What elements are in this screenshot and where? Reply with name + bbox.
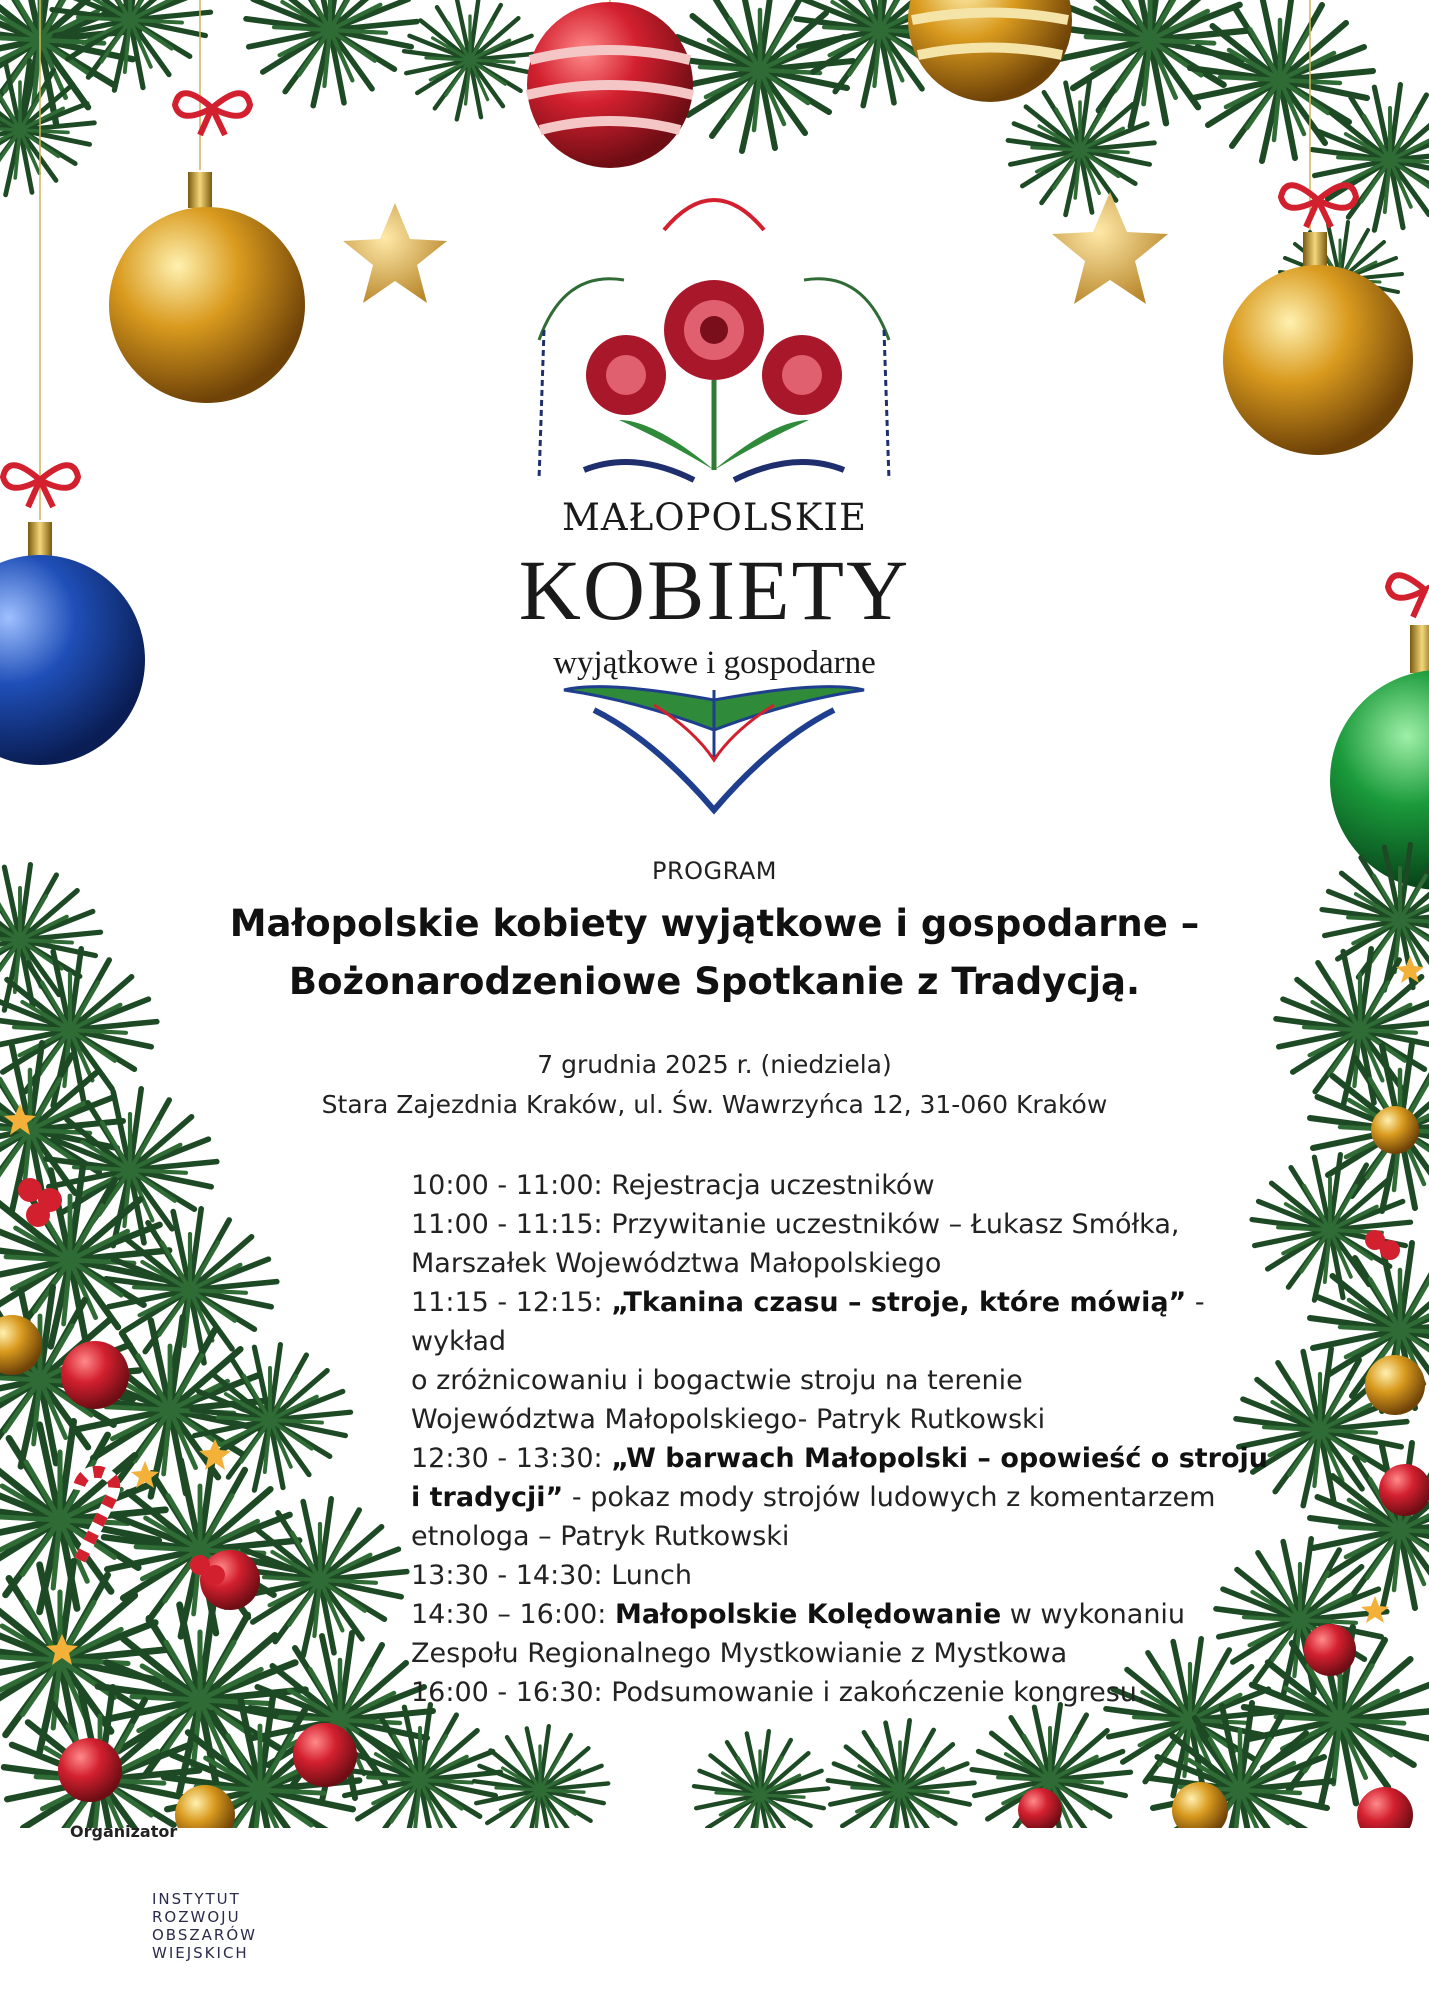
organizer-name-line: WIEJSKICH (152, 1944, 249, 1962)
agenda-item (411, 1205, 1301, 1283)
agenda-item-line (411, 1439, 1301, 1478)
agenda-item-line (411, 1673, 1301, 1712)
organizer-name-line: ROZWOJU (152, 1908, 241, 1926)
agenda-item-line (411, 1634, 1301, 1673)
event-title-line-1: Małopolskie kobiety wyjątkowe i gospodarne – (229, 902, 1200, 945)
organizer-label: Organizator (70, 1822, 178, 1841)
agenda-text: 11:15 - 12:15: (411, 1287, 612, 1318)
agenda-highlight: Małopolskie Kolędowanie (614, 1599, 1002, 1630)
event-title-line-2: Bożonarodzeniowe Spotkanie z Tradycją. (288, 960, 1141, 1003)
agenda-item (411, 1673, 1301, 1712)
logo-title-large: KOBIETY (518, 542, 911, 638)
agenda-text: - wykład (411, 1287, 1205, 1357)
event-title (120, 895, 1309, 1011)
agenda-text: 16:00 - 16:30: Podsumowanie i zakończenie kongresu. (411, 1677, 1146, 1708)
agenda-text: Województwa Małopolskiego- Patryk Rutkowski (411, 1404, 1046, 1435)
agenda-text: - pokaz mody strojów ludowych z komentarzem (563, 1482, 1216, 1513)
agenda-text: Marszałek Województwa Małopolskiego (411, 1248, 942, 1279)
agenda-item-line (411, 1361, 1301, 1400)
agenda-text: 12:30 - 13:30: (411, 1443, 612, 1474)
agenda-highlight: „Tkanina czasu – stroje, które mówią” (611, 1287, 1187, 1318)
agenda-item-line (411, 1595, 1301, 1634)
agenda-item-line (411, 1166, 1301, 1205)
agenda-text: 14:30 – 16:00: (411, 1599, 615, 1630)
agenda-item-line (411, 1517, 1301, 1556)
agenda-text: 11:00 - 11:15: Przywitanie uczestników – Łukasz Smółka, (411, 1209, 1180, 1240)
organizer-name-line: OBSZARÓW (152, 1926, 257, 1944)
program-label: PROGRAM (652, 857, 777, 885)
organizer-name-line: INSTYTUT (152, 1890, 241, 1908)
agenda-highlight: „W barwach Małopolski – opowieść o stroju (611, 1443, 1269, 1474)
agenda-item (411, 1166, 1301, 1205)
agenda-item-line (411, 1283, 1301, 1361)
ornament-icon (1223, 232, 1413, 455)
star-icon (343, 192, 1168, 304)
agenda-item (411, 1595, 1301, 1673)
agenda-item-line (411, 1400, 1301, 1439)
event-date: 7 grudnia 2025 r. (niedziela) (537, 1050, 892, 1079)
agenda-text: o zróżnicowaniu i bogactwie stroju na terenie (411, 1365, 1023, 1396)
agenda-item-line (411, 1556, 1301, 1595)
ornament-icon (109, 172, 305, 403)
agenda-item (411, 1556, 1301, 1595)
ornament-icon (908, 0, 1072, 102)
agenda-text: 10:00 - 11:00: Rejestracja uczestników (411, 1170, 935, 1201)
agenda-item (411, 1283, 1301, 1439)
event-location: Stara Zajezdnia Kraków, ul. Św. Wawrzyńca 12, 31-060 Kraków (321, 1090, 1108, 1119)
agenda-item (411, 1439, 1301, 1556)
agenda-text: Zespołu Regionalnego Mystkowianie z Mystkowa (411, 1638, 1068, 1669)
agenda-text: 13:30 - 14:30: Lunch (411, 1560, 692, 1591)
agenda-item-line (411, 1244, 1301, 1283)
ornament-icon (527, 2, 693, 168)
agenda-text: etnologa – Patryk Rutkowski (411, 1521, 790, 1552)
agenda-highlight: i tradycji” (411, 1482, 564, 1513)
agenda-item-line (411, 1478, 1301, 1517)
agenda-item-line (411, 1205, 1301, 1244)
logo-subtitle: wyjątkowe i gospodarne (553, 645, 876, 681)
logo-title-small: MAŁOPOLSKIE (561, 496, 868, 539)
agenda-text: w wykonaniu (1001, 1599, 1186, 1630)
agenda-list (411, 1166, 1301, 1712)
